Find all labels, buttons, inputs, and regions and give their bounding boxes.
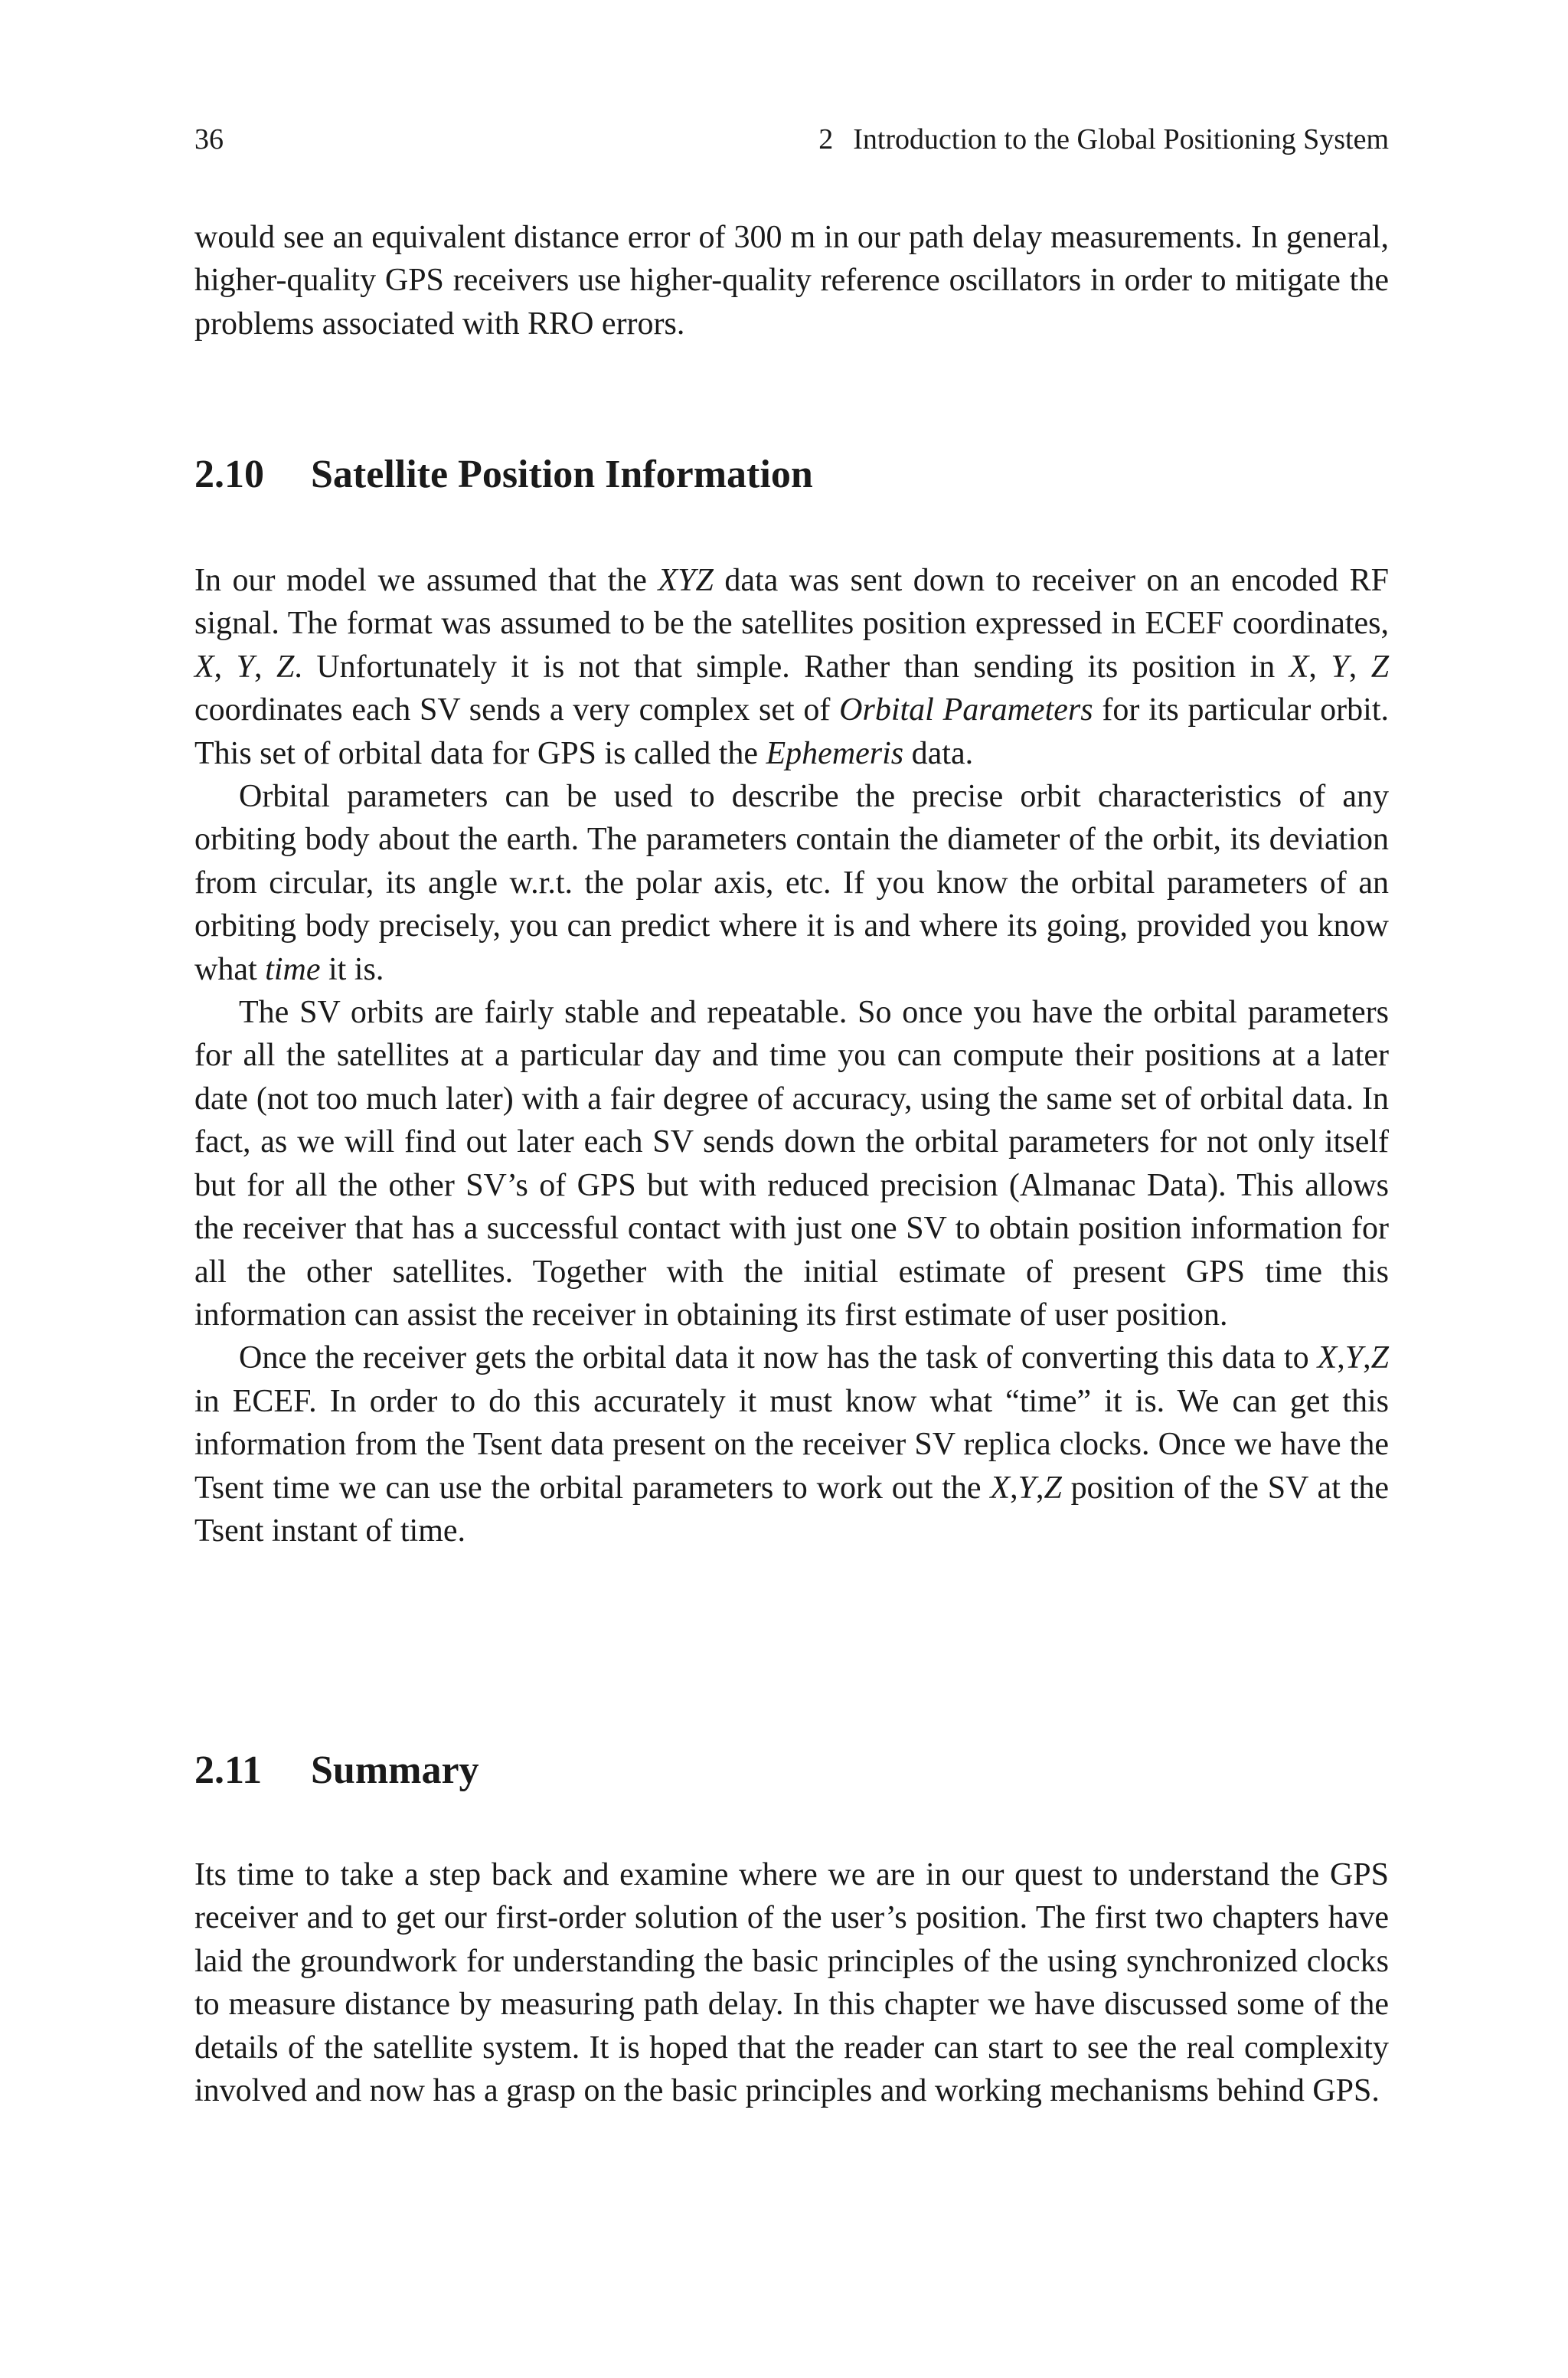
text-run: coordinates each SV sends a very complex set of	[194, 692, 840, 728]
running-title	[818, 123, 1389, 156]
section-number: 2.11	[194, 1748, 263, 1792]
text-run: ,	[1348, 649, 1371, 685]
text-run: Once the receiver gets the orbital data it now has the task of converting this data to	[239, 1340, 1318, 1376]
section-heading	[194, 1748, 1389, 1793]
italic-term: Z	[276, 649, 295, 685]
text-run: In our model we assumed that the	[194, 563, 658, 598]
italic-term: X	[1317, 1340, 1338, 1376]
italic-term: Orbital Parameters	[839, 692, 1093, 728]
chapter-number: 2	[818, 123, 834, 155]
text-run: ,	[214, 649, 237, 685]
section-title: Summary	[311, 1748, 479, 1792]
section-number: 2.10	[194, 453, 264, 496]
text-run: data.	[903, 735, 974, 771]
italic-term: Z	[1370, 1340, 1389, 1376]
section-2-11-heading-block	[194, 1748, 1389, 1793]
text-run: ,	[254, 649, 276, 685]
text-run: data was sent down to receiver on an encoded RF signal. The format was assumed to be the satellites position expressed in ECEF coordinates,	[194, 563, 1389, 642]
italic-term: Y	[1344, 1340, 1364, 1376]
text-run: ,	[1363, 1340, 1371, 1376]
section-2-11-body	[194, 1853, 1389, 2112]
running-header	[194, 123, 1389, 161]
text-run: in ECEF. In order to do this accurately it must know what “time” it is. We can get this information from the Tsent data present on the receiver SV replica clocks. Once we have the Tsent time we can use the orbital parameters to work out the	[194, 1383, 1389, 1506]
paragraph	[194, 775, 1389, 991]
intro-paragraph: would see an equivalent distance error of 300 m in our path delay measurements. In general, higher-quality GPS receivers use higher-quality reference oscillators in order to mitigate the problems associated with RRO errors.	[194, 220, 1389, 342]
paragraph	[194, 559, 1389, 775]
page-number: 36	[194, 123, 224, 155]
paragraph: Its time to take a step back and examine where we are in our quest to understand the GPS receiver and to get our first-order solution of the user’s position. The first two chapters have laid the groundwork for understanding the basic principles of the using synchronized clocks to measure distance by measuring path delay. In this chapter we have discussed some of the details of the satellite system. It is hoped that the reader can start to see the real complexity involved and now has a grasp on the basic principles and working mechanisms behind GPS.	[194, 1857, 1389, 2109]
section-title: Satellite Position Information	[311, 453, 813, 496]
chapter-title: Introduction to the Global Positioning System	[853, 123, 1389, 155]
intro-paragraph-block	[194, 216, 1389, 345]
text-run: for its particular orbit. This set of orbital data for GPS is called the	[194, 692, 1390, 771]
section-2-10-body	[194, 559, 1389, 1552]
section-heading	[194, 452, 1389, 497]
italic-term: Z	[1370, 649, 1390, 685]
italic-term: Ephemeris	[766, 735, 904, 771]
italic-term: X	[1289, 649, 1309, 685]
italic-term: XYZ	[658, 563, 714, 598]
text-run: ,	[1035, 1470, 1044, 1506]
text-run: . Unfortunately it is not that simple. Rather than sending its position in	[294, 649, 1289, 685]
italic-term: Y	[1331, 649, 1349, 685]
paragraph: The SV orbits are fairly stable and repeatable. So once you have the orbital parameters for all the satellites at a particular day and time you can compute their positions at a later date (not too much later) with a fair degree of accuracy, using the same set of orbital data. In fact, as we will find out later each SV sends down the orbital parameters for not only itself but for all the other SV’s of GPS but with reduced precision (Almanac Data). This allows the receiver that has a successful contact with just one SV to obtain position information for all the other satellites. Together with the initial estimate of present GPS time this information can assist the receiver in obtaining its first estimate of user position.	[194, 995, 1389, 1333]
italic-term: Y	[236, 649, 254, 685]
italic-term: Y	[1018, 1470, 1036, 1506]
text-run: Orbital parameters can be used to describe the precise orbit characteristics of any orbiting body about the earth. The parameters contain the diameter of the orbit, its deviation from circular, its angle w.r.t. the polar axis, etc. If you know the orbital parameters of an orbiting body precisely, you can predict where it is and where its going, provided you know what	[194, 779, 1389, 987]
italic-term: Z	[1044, 1470, 1062, 1506]
italic-term: X	[194, 649, 214, 685]
text-run: it is.	[320, 951, 384, 987]
section-2-10-heading-block	[194, 452, 1389, 497]
text-run: ,	[1010, 1470, 1018, 1506]
text-run: ,	[1337, 1340, 1345, 1376]
text-run: position of the SV at the Tsent instant of time.	[194, 1470, 1390, 1549]
paragraph	[194, 1336, 1389, 1552]
text-run: ,	[1308, 649, 1331, 685]
italic-term: time	[265, 951, 321, 987]
italic-term: X	[990, 1470, 1011, 1506]
